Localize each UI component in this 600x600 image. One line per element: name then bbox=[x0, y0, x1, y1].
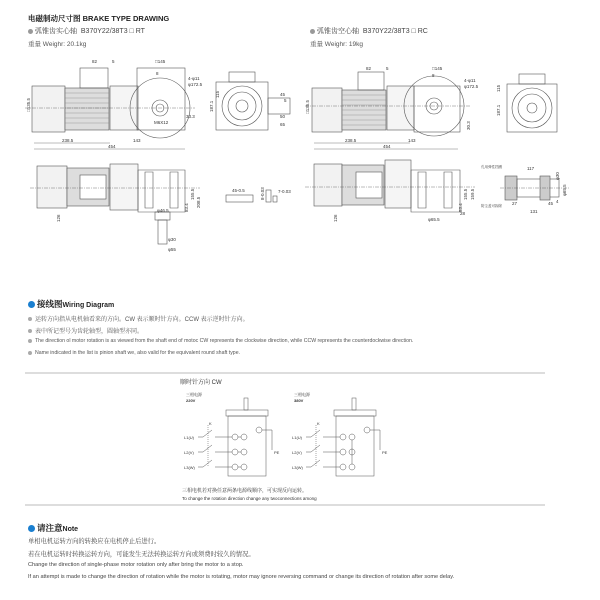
note-line: 若在电机运转时转换运转方向，可能发生无法转换运转方向或须费时较久的情况。 bbox=[28, 551, 255, 558]
page-title: 电磁制动尺寸图 BRAKE TYPE DRAWING bbox=[28, 14, 170, 23]
diagram-note-en: To change the rotation direction change any twoconnections among bbox=[182, 496, 317, 501]
dim-label: □135.5 bbox=[305, 100, 310, 114]
dim-label: 143 bbox=[133, 138, 141, 143]
dim-label: 115 bbox=[215, 90, 220, 98]
wiring-220v bbox=[198, 398, 272, 476]
line-label: L3(W) bbox=[184, 465, 195, 470]
pe-label: PE bbox=[274, 450, 280, 455]
diagram-note-cn: 三相电机若对换任意两条电源线顺序，可实现反向运转。 bbox=[182, 488, 308, 494]
left-bottom-view bbox=[30, 164, 200, 244]
dim-label: φ30 bbox=[168, 237, 176, 242]
dim-label: 155.5 bbox=[190, 188, 195, 200]
dim-label: 187.1 bbox=[209, 100, 214, 112]
line-label: L3(W) bbox=[292, 465, 303, 470]
supply-label: 三相电源 bbox=[186, 392, 202, 397]
dim-label: 4-φ11 bbox=[188, 76, 200, 81]
left-model-prefix: 弧锥齿实心轴 bbox=[35, 28, 77, 35]
dim-label: 65 bbox=[280, 122, 286, 127]
wiring-title-en: Wiring Diagram bbox=[62, 302, 115, 309]
dim-label: 187.1 bbox=[496, 104, 501, 116]
dim-label: 238.5 bbox=[62, 138, 74, 143]
right-model-prefix: 弧锥齿空心轴 bbox=[317, 28, 359, 35]
dim-label: φ172.5 bbox=[188, 82, 203, 87]
wiring-heading bbox=[28, 298, 114, 310]
right-model: B370Y22/38T3 □ RC bbox=[362, 28, 428, 35]
dim-label: φ65.5 bbox=[562, 184, 567, 196]
dim-label: 45-0.5 bbox=[232, 188, 245, 193]
dim-label: 45 bbox=[548, 201, 554, 206]
dim-label: 5 bbox=[112, 59, 115, 64]
dim-label: 50 bbox=[280, 114, 286, 119]
line-label: L2(V) bbox=[292, 450, 302, 455]
note-title: 请注意 bbox=[37, 523, 63, 533]
note-heading bbox=[28, 522, 78, 534]
wiring-380v bbox=[306, 398, 380, 476]
dim-label: 83.4 bbox=[458, 203, 463, 212]
dim-label: 159.5 bbox=[470, 188, 475, 200]
dim-label: 8 bbox=[156, 71, 159, 76]
dim-label: M6X12 bbox=[154, 120, 169, 125]
dim-label: 28 bbox=[460, 211, 466, 216]
left-front-view bbox=[25, 68, 195, 149]
dim-label: 454 bbox=[383, 144, 391, 149]
dim-label: 126 bbox=[56, 214, 61, 222]
right-weight: 重量 Weighr: 19kg bbox=[310, 41, 363, 48]
switch-label: K bbox=[209, 421, 212, 426]
dim-label: 143 bbox=[408, 138, 416, 143]
dim-label: φ46.5 bbox=[157, 208, 169, 213]
voltage-label: 380V bbox=[294, 398, 304, 403]
note-title-en: Note bbox=[62, 526, 79, 533]
right-front-view bbox=[305, 72, 470, 149]
dim-label: φ172.5 bbox=[464, 84, 479, 89]
wiring-bullet: 表中所记型号为齿轮轴型，圆轴型亦同。 bbox=[28, 326, 143, 335]
dim-label: 33.3 bbox=[186, 114, 195, 119]
dim-label: 8 bbox=[432, 73, 435, 78]
dim-label: 117 bbox=[527, 166, 535, 171]
line-label: L1(U) bbox=[292, 435, 303, 440]
dim-label: 7-0.03 bbox=[278, 189, 291, 194]
dim-label: 82 bbox=[92, 59, 98, 64]
dim-label: 82 bbox=[366, 66, 372, 71]
dim-label: 83.4 bbox=[184, 203, 189, 212]
wiring-bullet: Name indicated in the list is pinion shaft we, also valid for the equivalent round shaft type. bbox=[28, 350, 240, 356]
wiring-bullet: 运转方向指从电机轴看来的方向。CW 表示顺时针方向。CCW 表示逆时针方向。 bbox=[28, 314, 249, 323]
dim-label: 155.5 bbox=[463, 188, 468, 200]
dim-label: 126 bbox=[333, 214, 338, 222]
dim-label: φ55 bbox=[168, 247, 176, 252]
right-side-view bbox=[507, 74, 557, 132]
dim-label: 27 bbox=[512, 201, 518, 206]
wiring-title: 接线图 bbox=[37, 299, 63, 309]
voltage-label: 220V bbox=[186, 398, 196, 403]
dim-label: 4-φ11 bbox=[464, 78, 476, 83]
bullet-icon bbox=[28, 525, 35, 532]
switch-label: K bbox=[317, 421, 320, 426]
line-label: L2(V) bbox=[184, 450, 194, 455]
dim-label: 5 bbox=[284, 98, 287, 103]
line-label: L1(U) bbox=[184, 435, 195, 440]
callout-label: 孔用弹性挡圈 bbox=[481, 165, 502, 169]
dim-label: 115 bbox=[496, 84, 501, 92]
dim-label: □135.5 bbox=[26, 98, 31, 112]
note-line: Change the direction of single-phase motor rotation only after bring the motor to a stop. bbox=[28, 562, 244, 568]
dim-label: 208.5 bbox=[196, 196, 201, 208]
dim-label: φ30 bbox=[555, 172, 560, 180]
dim-label: φ65.5 bbox=[428, 217, 440, 222]
pe-label: PE bbox=[382, 450, 388, 455]
supply-label: 三相电源 bbox=[294, 392, 310, 397]
wiring-bullet: The direction ol motor rotation is as viewed from the shaft end of motoc CW represents the clockwise direction, while CCW represents the counterdockwise direction. bbox=[28, 338, 413, 344]
left-weight: 重量 Weighr: 20.1kg bbox=[28, 41, 87, 48]
dim-label: 454 bbox=[108, 144, 116, 149]
callout-label: 防尘盖可拆除 bbox=[481, 204, 502, 208]
dim-label: 131 bbox=[530, 209, 538, 214]
diagram-title: 顺时针方向 CW bbox=[180, 380, 222, 386]
dim-label: 30.3 bbox=[466, 121, 471, 130]
left-side-view bbox=[216, 72, 290, 130]
dimension-drawings bbox=[0, 0, 600, 290]
bullet-icon bbox=[28, 301, 35, 308]
left-model: B370Y22/38T3 □ RT bbox=[80, 28, 145, 35]
dim-label: 238.5 bbox=[345, 138, 357, 143]
note-line: 单相电机运转方向的转换应在电机停止后进行。 bbox=[28, 538, 161, 545]
dim-label: □145 bbox=[155, 59, 166, 64]
dim-label: 4 bbox=[556, 199, 559, 204]
dim-label: 5 bbox=[386, 66, 389, 71]
dim-label: 8-0.03 bbox=[260, 187, 265, 200]
note-line: If an attempt is made to change the direction of rotation while the motor is rotating, motor may ignore reversing command or change its direction of rotation after some delay. bbox=[28, 574, 455, 580]
dim-label: □145 bbox=[432, 66, 443, 71]
wiring-diagram bbox=[0, 365, 600, 515]
dim-label: 45 bbox=[280, 92, 286, 97]
